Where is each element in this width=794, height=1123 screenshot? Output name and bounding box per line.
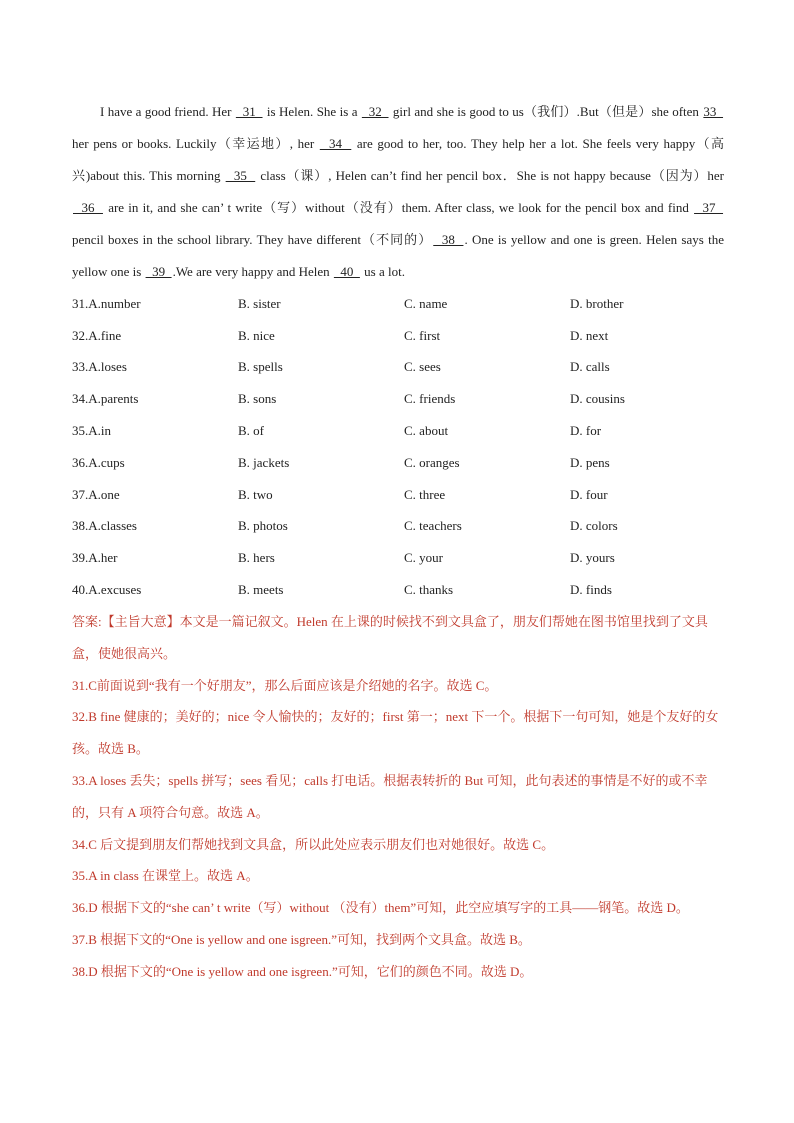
cloze-passage: [72, 96, 724, 288]
answer-blank: 31: [235, 104, 263, 119]
option-row: [72, 542, 724, 574]
option-choice: C. teachers: [404, 518, 462, 534]
option-row: [72, 447, 724, 479]
option-choice: 33.A.loses: [72, 359, 127, 375]
answer-explanation: 33.A loses 丢失；spells 拼写；sees 看见；calls 打电话。根据表转折的 But 可知，此句表述的事情是不好的或不幸的，只有 A 项符合句意。故选 A。: [72, 772, 708, 820]
option-choice: D. cousins: [570, 391, 625, 407]
option-row: [72, 574, 724, 606]
answer-explanation: 32.B fine 健康的；美好的；nice 令人愉快的；友好的；first 第一；next 下一个。根据下一句可知，她是个友好的女孩。故选 B。: [72, 709, 719, 757]
option-choice: C. first: [404, 327, 441, 343]
option-choice: 36.A.cups: [72, 454, 125, 470]
option-choice: 34.A.parents: [72, 391, 139, 407]
option-row: [72, 479, 724, 511]
option-row: [72, 383, 724, 415]
option-choice: B. of: [238, 423, 264, 439]
option-choice: D. for: [570, 423, 602, 439]
option-choice: 37.A.one: [72, 486, 120, 502]
option-choice: 40.A.excuses: [72, 582, 142, 598]
option-choice: D. finds: [570, 582, 612, 598]
option-row: [72, 288, 724, 320]
passage-text: are in it, and she can’ t write（写）without（没有）them. After class, we look for the pencil box and find: [103, 200, 694, 215]
option-choice: D. brother: [570, 295, 624, 311]
option-choice: B. meets: [238, 582, 284, 598]
option-choice: B. photos: [238, 518, 288, 534]
answer-explanation: 37.B 根据下文的“One is yellow and one isgreen.”可知，找到两个文具盒。故选 B。: [72, 931, 531, 947]
option-choice: C. about: [404, 423, 449, 439]
passage-text: pencil boxes in the school library. They have different（不同的）: [72, 232, 433, 247]
answer-blank: 33: [703, 104, 724, 119]
passage-text: class（课）, Helen can’t find her pencil box．She is not happy because（因为）her: [256, 168, 724, 183]
option-choice: C. thanks: [404, 582, 454, 598]
option-row: [72, 320, 724, 352]
answer-explanation: 36.D 根据下文的“she can’ t write（写）without （没有）them”可知，此空应填写字的工具——钢笔。故选 D。: [72, 900, 689, 916]
option-row: [72, 352, 724, 384]
answer-blank: 35: [225, 168, 256, 183]
option-choice: D. yours: [570, 550, 615, 566]
passage-text: . One is yellow and one is green. Helen says the yellow one is: [72, 232, 724, 279]
option-choice: C. three: [404, 486, 446, 502]
option-choice: C. oranges: [404, 454, 460, 470]
option-choice: 39.A.her: [72, 550, 118, 566]
option-choice: B. hers: [238, 550, 275, 566]
answer-blank: 37: [694, 200, 724, 215]
answer-blank: 39: [145, 264, 172, 279]
option-choice: D. four: [570, 486, 608, 502]
passage-text: are good to her, too. They help her a lot. She feels very happy（高兴)about this. This morning: [72, 136, 724, 183]
option-row: [72, 511, 724, 543]
answer-blank: 34: [319, 136, 352, 151]
option-choice: C. your: [404, 550, 443, 566]
option-choice: D. calls: [570, 359, 610, 375]
answer-explanation: 31.C前面说到“我有一个好朋友”，那么后面应该是介绍她的名字。故选 C。: [72, 677, 498, 693]
option-choice: D. next: [570, 327, 609, 343]
option-choice: 38.A.classes: [72, 518, 137, 534]
answer-explanation: 35.A in class 在课堂上。故选 A。: [72, 868, 259, 884]
option-choice: C. friends: [404, 391, 456, 407]
worksheet-page: [72, 96, 724, 988]
answer-explanation: 38.D 根据下文的“One is yellow and one isgreen.”可知，它们的颜色不同。故选 D。: [72, 963, 533, 979]
option-choice: 31.A.number: [72, 295, 141, 311]
option-choice: B. sister: [238, 295, 281, 311]
answer-blank: 40: [333, 264, 360, 279]
option-choice: 35.A.in: [72, 423, 111, 439]
option-choice: B. jackets: [238, 454, 290, 470]
option-choice: B. nice: [238, 327, 275, 343]
option-choice: B. two: [238, 486, 273, 502]
option-choice: B. sons: [238, 391, 277, 407]
answer-blank: 36: [73, 200, 103, 215]
passage-text: her pens or books. Luckily（幸运地）, her: [72, 136, 319, 151]
answer-summary: 答案:【主旨大意】本文是一篇记叙文。Helen 在上课的时候找不到文具盒了，朋友们帮她在图书馆里找到了文具盒，使她很高兴。: [72, 613, 708, 661]
options-list: [72, 288, 724, 606]
option-row: [72, 415, 724, 447]
passage-text: us a lot.: [360, 264, 405, 279]
answer-blank: 38: [433, 232, 464, 247]
option-choice: D. pens: [570, 454, 610, 470]
passage-text: girl and she is good to us（我们）.But（但是）she often: [389, 104, 703, 119]
option-choice: D. colors: [570, 518, 618, 534]
answer-section: [72, 606, 724, 988]
passage-text: is Helen. She is a: [263, 104, 361, 119]
passage-text: .We are very happy and Helen: [172, 264, 333, 279]
answer-blank: 32: [361, 104, 389, 119]
option-choice: 32.A.fine: [72, 327, 122, 343]
option-choice: C. name: [404, 295, 448, 311]
option-choice: C. sees: [404, 359, 441, 375]
passage-text: I have a good friend. Her: [100, 104, 235, 119]
answer-explanation: 34.C 后文提到朋友们帮她找到文具盒，所以此处应表示朋友们也对她很好。故选 C。: [72, 836, 555, 852]
option-choice: B. spells: [238, 359, 283, 375]
